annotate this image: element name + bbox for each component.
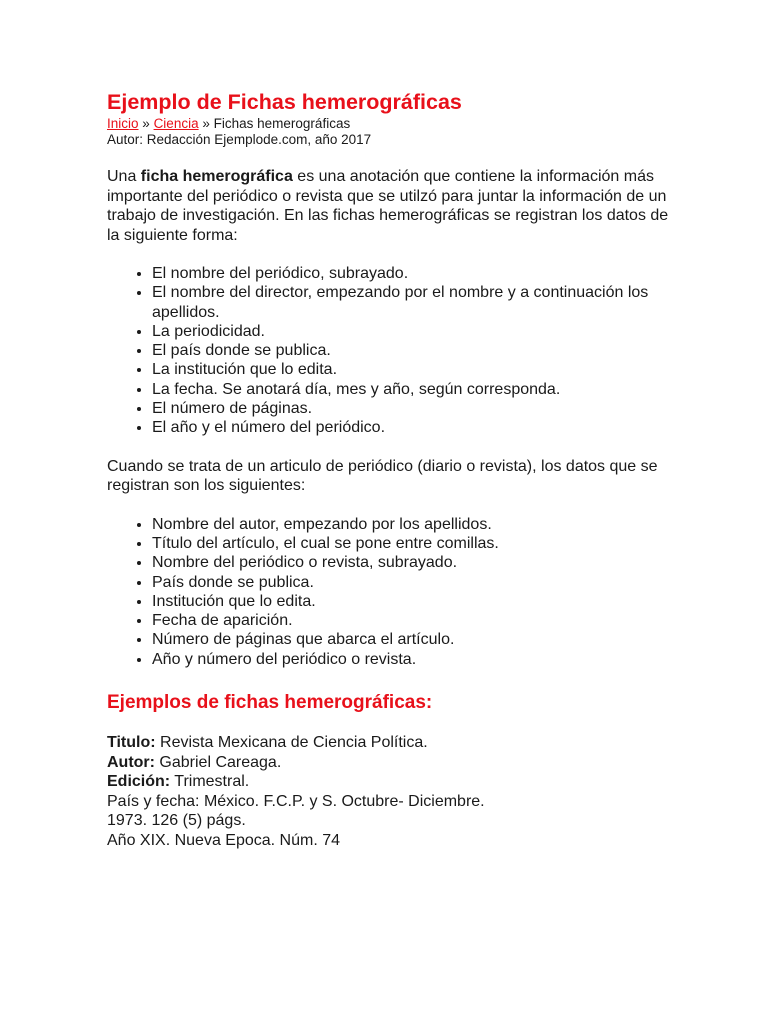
article-data-list [107, 515, 677, 669]
list-item: • La institución que lo edita. [152, 360, 677, 379]
list-item: • El nombre del periódico, subrayado. [152, 264, 677, 283]
ficha-title-value: Revista Mexicana de Ciencia Política. [155, 734, 428, 752]
example-ficha [107, 733, 677, 850]
intro-bold-term: ficha hemerográfica [140, 168, 293, 185]
breadcrumb-category-link[interactable]: Ciencia [153, 116, 199, 131]
newspaper-data-list [107, 264, 677, 438]
list-item: • Número de páginas que abarca el artículo. [152, 630, 677, 649]
examples-heading: Ejemplos de fichas hemerográficas: [107, 692, 433, 714]
list-item: • País donde se publica. [152, 573, 677, 592]
list-item: • Nombre del periódico o revista, subrayado. [152, 553, 677, 572]
list-item: • La fecha. Se anotará día, mes y año, según corresponda. [152, 380, 677, 399]
intro-text-after: es una anotación que contiene la información más importante del periódico o revista que se utilzó para juntar la información de un trabajo de investigación. En las fichas hemerográficas se registran los datos de la siguiente forma: [107, 168, 669, 244]
intro-text-before: Una [107, 168, 141, 185]
ficha-volume-line: Año XIX. Nueva Epoca. Núm. 74 [107, 831, 341, 849]
breadcrumb-home-link[interactable]: Inicio [107, 116, 139, 131]
list-item: • La periodicidad. [152, 322, 677, 341]
ficha-country-date-line: País y fecha: México. F.C.P. y S. Octubre- Diciembre. [107, 792, 485, 810]
ficha-title-label: Titulo: [107, 734, 156, 752]
ficha-edition-line [107, 772, 677, 792]
ficha-author-line [107, 753, 677, 773]
ficha-author-value: Gabriel Careaga. [154, 753, 282, 771]
list-item: • El país donde se publica. [152, 341, 677, 360]
article [107, 88, 677, 850]
list-item: • Nombre del autor, empezando por los apellidos. [152, 515, 677, 534]
breadcrumb-separator: » [202, 116, 210, 131]
ficha-year-pages-line: 1973. 126 (5) págs. [107, 812, 246, 830]
author-line: Autor: Redacción Ejemplode.com, año 2017 [107, 132, 372, 147]
ficha-title-line [107, 733, 677, 753]
breadcrumb [107, 116, 677, 132]
list-item: • Año y número del periódico o revista. [152, 650, 677, 669]
ficha-edition-label: Edición: [107, 773, 171, 791]
list-item: • El número de páginas. [152, 399, 677, 418]
ficha-author-label: Autor: [107, 753, 155, 771]
ficha-edition-value: Trimestral. [170, 773, 250, 791]
list-item: • El año y el número del periódico. [152, 418, 677, 437]
breadcrumb-current: Fichas hemerográficas [213, 116, 351, 131]
list-item: • Título del artículo, el cual se pone entre comillas. [152, 534, 677, 553]
intro-paragraph [107, 167, 677, 245]
list-item: • Institución que lo edita. [152, 592, 677, 611]
article-paragraph: Cuando se trata de un articulo de periódico (diario o revista), los datos que se registran son los siguientes: [107, 457, 658, 495]
list-item: • Fecha de aparición. [152, 611, 677, 630]
breadcrumb-separator: » [142, 116, 150, 131]
list-item: • El nombre del director, empezando por el nombre y a continuación los apellidos. [152, 283, 677, 322]
page-title: Ejemplo de Fichas hemerográficas [107, 90, 462, 114]
